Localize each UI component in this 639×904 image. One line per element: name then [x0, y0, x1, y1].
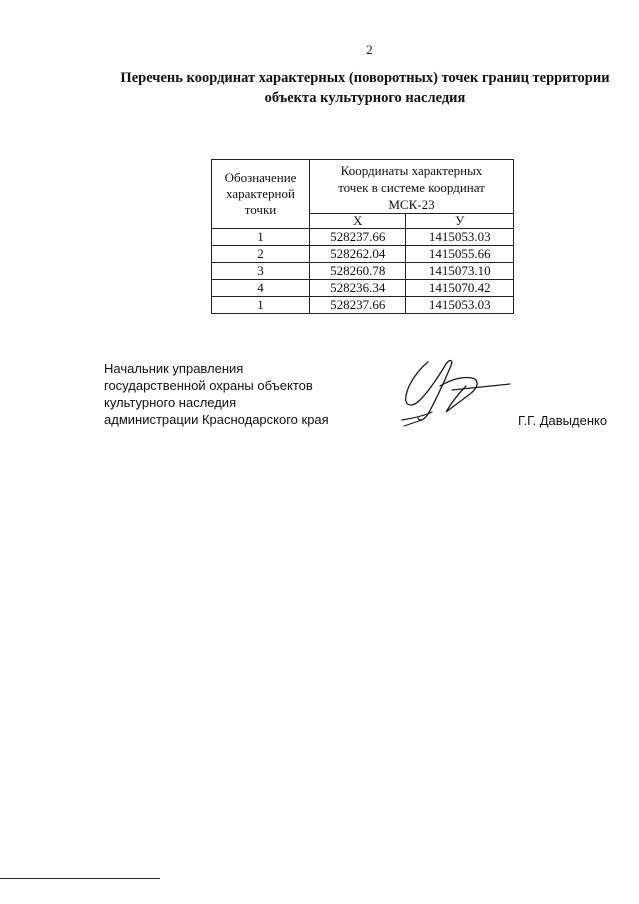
signatory-name: Г.Г. Давыденко — [518, 413, 608, 428]
header-point-label — [212, 160, 310, 229]
point-id-cell: 1 — [212, 229, 310, 246]
header-x: X — [310, 214, 406, 229]
table-row — [212, 246, 514, 263]
coordinates-table — [211, 159, 514, 314]
header-point-label-line: точки — [244, 202, 277, 217]
page-number: 2 — [366, 42, 373, 57]
signatory-position-line: культурного наследия — [104, 395, 237, 410]
point-id-cell: 1 — [212, 297, 310, 314]
y-coordinate-cell: 1415055.66 — [406, 246, 514, 263]
title-line-2: объекта культурного наследия — [264, 90, 466, 106]
x-coordinate-cell: 528260.78 — [310, 263, 406, 280]
x-coordinate-cell: 528237.66 — [310, 229, 406, 246]
table-row — [212, 229, 514, 246]
x-coordinate-cell: 528237.66 — [310, 297, 406, 314]
header-point-label-line: характерной — [226, 186, 295, 201]
signatory-position-line: Начальник управления — [104, 361, 244, 376]
signatory-position-line: государственной охраны объектов — [104, 378, 313, 393]
x-coordinate-cell: 528262.04 — [310, 246, 406, 263]
header-group-line: МСК-23 — [388, 197, 435, 212]
point-id-cell: 3 — [212, 263, 310, 280]
handwritten-signature — [400, 356, 512, 428]
header-coordinates-group — [310, 160, 514, 214]
title-line-1: Перечень координат характерных (поворотных) точек границ территории — [120, 70, 610, 86]
table-row — [212, 297, 514, 314]
point-id-cell: 4 — [212, 280, 310, 297]
table-row — [212, 263, 514, 280]
header-point-label-line: Обозначение — [224, 170, 297, 185]
header-y: У — [406, 214, 514, 229]
footer-divider — [0, 878, 160, 879]
y-coordinate-cell: 1415070.42 — [406, 280, 514, 297]
point-id-cell: 2 — [212, 246, 310, 263]
header-group-line: точек в системе координат — [338, 180, 485, 195]
header-group-line: Координаты характерных — [340, 163, 483, 178]
y-coordinate-cell: 1415053.03 — [406, 297, 514, 314]
signatory-position-line: администрации Краснодарского края — [104, 412, 329, 427]
x-coordinate-cell: 528236.34 — [310, 280, 406, 297]
document-title — [100, 68, 630, 108]
table-row — [212, 280, 514, 297]
y-coordinate-cell: 1415073.10 — [406, 263, 514, 280]
signatory-position — [104, 360, 329, 428]
y-coordinate-cell: 1415053.03 — [406, 229, 514, 246]
